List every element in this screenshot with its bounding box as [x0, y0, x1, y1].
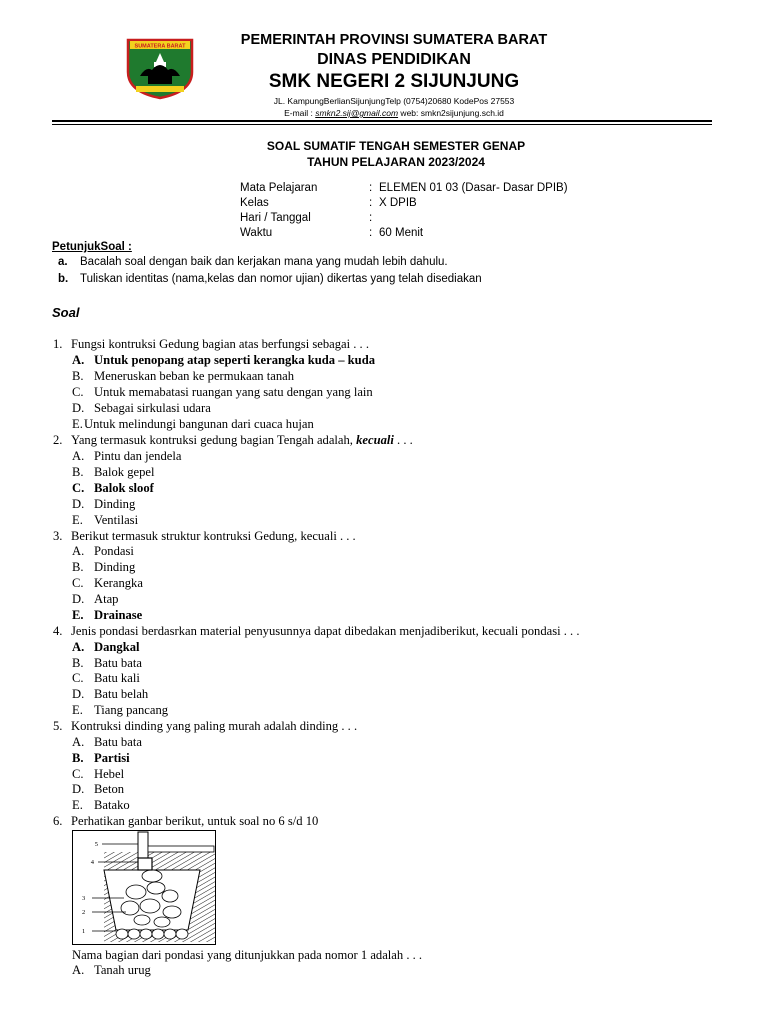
- website-text: web: smkn2sijunjung.sch.id: [398, 108, 504, 118]
- option-text: Untuk melindungi bangunan dari cuaca hujan: [84, 417, 314, 431]
- option-text: Batako: [94, 798, 130, 812]
- option-marker: B.: [72, 751, 84, 765]
- option-marker: C.: [72, 767, 84, 781]
- option-text: Untuk memabatasi ruangan yang satu dengan yang lain: [94, 385, 373, 399]
- option-text: Tanah urug: [94, 963, 151, 977]
- option-marker: E.: [72, 513, 83, 527]
- option-marker: A.: [72, 353, 85, 367]
- figure-label-4: 4: [90, 859, 94, 866]
- option-text: Untuk penopang atap seperti kerangka kuda – kuda: [94, 353, 375, 367]
- info-sep: :: [369, 227, 373, 239]
- header-department: DINAS PENDIDIKAN: [317, 51, 471, 68]
- question-text: Jenis pondasi berdasrkan material penyusunnya dapat dibedakan menjadiberikut, kecuali pondasi . . .: [71, 624, 580, 638]
- option-text: Drainase: [94, 608, 143, 622]
- question-text-part: Yang termasuk kontruksi gedung bagian Tengah adalah,: [71, 433, 357, 447]
- header-divider-thin: [52, 124, 712, 125]
- option-marker: A.: [72, 544, 85, 558]
- instruction-text: Tuliskan identitas (nama,kelas dan nomor ujian) dikertas yang telah disediakan: [80, 273, 482, 285]
- option-text: Batu belah: [94, 687, 149, 701]
- question-text: [71, 432, 413, 448]
- option-text: Sebagai sirkulasi udara: [94, 401, 211, 415]
- option-marker: B.: [72, 369, 84, 383]
- exam-title: SOAL SUMATIF TENGAH SEMESTER GENAP: [266, 139, 526, 153]
- info-key: Kelas: [240, 197, 269, 209]
- option-text: Batu bata: [94, 656, 142, 670]
- option-text: Beton: [94, 782, 125, 796]
- option-marker: C.: [72, 671, 84, 685]
- question-text: Kontruksi dinding yang paling murah adalah dinding . . .: [71, 719, 358, 733]
- question-number: 6.: [53, 814, 63, 828]
- option-marker: E.: [72, 798, 83, 812]
- figure-label-3: 3: [82, 895, 86, 902]
- option-marker: A.: [72, 449, 85, 463]
- option-marker: D.: [72, 687, 85, 701]
- question-text-part: . . .: [393, 433, 413, 447]
- option-marker: D.: [72, 401, 85, 415]
- header-address: JL. KampungBerlianSijunjungTelp (0754)20680 KodePos 27553: [273, 96, 515, 106]
- option-marker: A.: [72, 640, 85, 654]
- header-divider-thick: [52, 120, 712, 122]
- header-school-name: SMK NEGERI 2 SIJUNJUNG: [268, 71, 520, 92]
- option-marker: A.: [72, 963, 85, 977]
- option-text: Batu kali: [94, 671, 140, 685]
- question-number: 2.: [53, 433, 63, 447]
- option-marker: E.: [72, 417, 83, 431]
- question-number: 3.: [53, 529, 63, 543]
- option-marker: D.: [72, 497, 85, 511]
- option-marker: E.: [72, 608, 84, 622]
- info-value: ELEMEN 01 03 (Dasar- Dasar DPIB): [379, 182, 568, 194]
- info-key: Mata Pelajaran: [240, 182, 318, 194]
- figure-label-5: 5: [94, 841, 98, 848]
- question-number: 1.: [53, 337, 63, 351]
- option-marker: A.: [72, 735, 85, 749]
- option-text: Dangkal: [94, 640, 140, 654]
- option-text: Hebel: [94, 767, 125, 781]
- info-key: Hari / Tanggal: [240, 212, 311, 224]
- instruction-marker: a.: [58, 256, 68, 268]
- option-marker: E.: [72, 703, 83, 717]
- info-value: 60 Menit: [379, 227, 424, 239]
- option-marker: C.: [72, 385, 84, 399]
- option-text: Partisi: [94, 751, 130, 765]
- question-emphasis: kecuali: [356, 433, 394, 447]
- option-text: Kerangka: [94, 576, 143, 590]
- option-marker: B.: [72, 656, 84, 670]
- foundation-cross-section-figure: [72, 830, 216, 945]
- option-text: Pondasi: [94, 544, 134, 558]
- figure-label-1: 1: [82, 928, 86, 935]
- info-sep: :: [369, 212, 373, 224]
- email-link[interactable]: smkn2.sij@gmail.com: [315, 108, 399, 118]
- question-number: 4.: [53, 624, 63, 638]
- option-text: Balok gepel: [94, 465, 155, 479]
- question-number: 5.: [53, 719, 63, 733]
- question-text: Fungsi kontruksi Gedung bagian atas berfungsi sebagai . . .: [71, 337, 370, 351]
- option-text: Dinding: [94, 497, 136, 511]
- option-marker: D.: [72, 782, 85, 796]
- option-text: Meneruskan beban ke permukaan tanah: [94, 369, 295, 383]
- option-text: Atap: [94, 592, 119, 606]
- question-text: Perhatikan ganbar berikut, untuk soal no 6 s/d 10: [71, 814, 319, 828]
- questions-heading: Soal: [52, 305, 80, 320]
- info-value: X DPIB: [379, 197, 417, 209]
- option-text: Dinding: [94, 560, 136, 574]
- question-6-subtext: Nama bagian dari pondasi yang ditunjukkan pada nomor 1 adalah . . .: [72, 948, 423, 962]
- exam-year: TAHUN PELAJARAN 2023/2024: [307, 155, 485, 169]
- logo-text: SUMATERA BARAT: [134, 43, 186, 50]
- instruction-marker: b.: [58, 273, 69, 285]
- question-text: Berikut termasuk struktur kontruksi Gedung, kecuali . . .: [71, 529, 356, 543]
- instructions-heading: PetunjukSoal :: [52, 241, 132, 253]
- info-sep: :: [369, 182, 373, 194]
- figure-label-2: 2: [82, 909, 86, 916]
- option-text: Ventilasi: [94, 513, 139, 527]
- option-marker: D.: [72, 592, 85, 606]
- option-marker: C.: [72, 576, 84, 590]
- option-marker: B.: [72, 465, 84, 479]
- instruction-text: Bacalah soal dengan baik dan kerjakan mana yang mudah lebih dahulu.: [80, 256, 448, 268]
- header-contact: [10, 108, 768, 118]
- option-text: Pintu dan jendela: [94, 449, 182, 463]
- option-text: Tiang pancang: [94, 703, 169, 717]
- info-sep: :: [369, 197, 373, 209]
- option-text: Balok sloof: [94, 481, 154, 495]
- info-key: Waktu: [240, 227, 273, 239]
- option-marker: C.: [72, 481, 85, 495]
- option-text: Batu bata: [94, 735, 142, 749]
- header-government: PEMERINTAH PROVINSI SUMATERA BARAT: [240, 32, 548, 48]
- option-marker: B.: [72, 560, 84, 574]
- email-label: E-mail :: [284, 108, 316, 118]
